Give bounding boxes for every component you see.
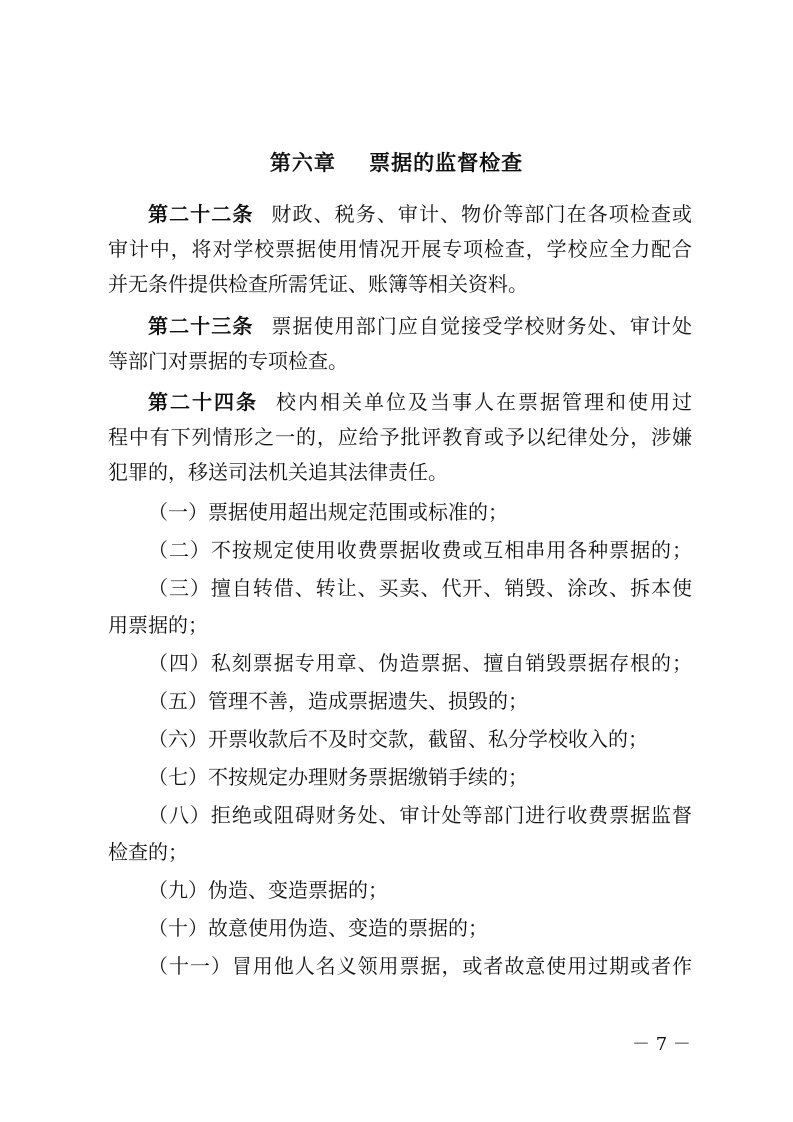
article-24-line-2: 程中有下列情形之一的，应给予批评教育或予以纪律处分，涉嫌 (108, 425, 692, 449)
article-24-first-line (148, 389, 692, 415)
list-item-7: （七）不按规定办理财务票据缴销手续的； (148, 765, 528, 789)
list-item-8-cont: 检查的； (108, 840, 188, 864)
list-item-8: （八）拒绝或阻碍财务处、审计处等部门进行收费票据监督 (148, 803, 692, 827)
article-22-text: 财政、税务、审计、物价等部门在各项检查或 (271, 202, 693, 226)
article-24-text: 校内相关单位及当事人在票据管理和使用过 (276, 390, 692, 414)
page-number: － 7 － (632, 1034, 691, 1055)
article-23-number: 第二十三条 (148, 314, 254, 338)
list-item-11: （十一）冒用他人名义领用票据，或者故意使用过期或者作 (148, 954, 692, 978)
list-item-3: （三）擅自转借、转让、买卖、代开、销毁、涂改、拆本使 (148, 576, 692, 600)
list-item-6: （六）开票收款后不及时交款，截留、私分学校收入的； (148, 727, 648, 751)
list-item-4: （四）私刻票据专用章、伪造票据、擅自销毁票据存根的； (148, 651, 692, 675)
list-item-2: （二）不按规定使用收费票据收费或互相串用各种票据的； (148, 538, 692, 562)
article-22-number: 第二十二条 (148, 202, 254, 226)
article-22-line-2: 审计中，将对学校票据使用情况开展专项检查，学校应全力配合 (108, 237, 692, 261)
list-item-9: （九）伪造、变造票据的； (148, 878, 388, 902)
article-22-line-3: 并无条件提供检查所需凭证、账簿等相关资料。 (108, 272, 528, 296)
article-23-first-line (148, 313, 692, 339)
article-23-text: 票据使用部门应自觉接受学校财务处、审计处 (271, 314, 693, 338)
list-item-1: （一）票据使用超出规定范围或标准的； (148, 500, 508, 524)
article-24-line-3: 犯罪的，移送司法机关追其法律责任。 (108, 460, 448, 484)
chapter-title: 第六章 票据的监督检查 (269, 151, 524, 175)
article-22-first-line (148, 201, 692, 227)
list-item-10: （十）故意使用伪造、变造的票据的； (148, 916, 488, 940)
article-24-number: 第二十四条 (148, 390, 258, 414)
list-item-5: （五）管理不善，造成票据遗失、损毁的； (148, 689, 528, 713)
list-item-3-cont: 用票据的； (108, 613, 208, 637)
article-23-line-2: 等部门对票据的专项检查。 (108, 349, 348, 373)
